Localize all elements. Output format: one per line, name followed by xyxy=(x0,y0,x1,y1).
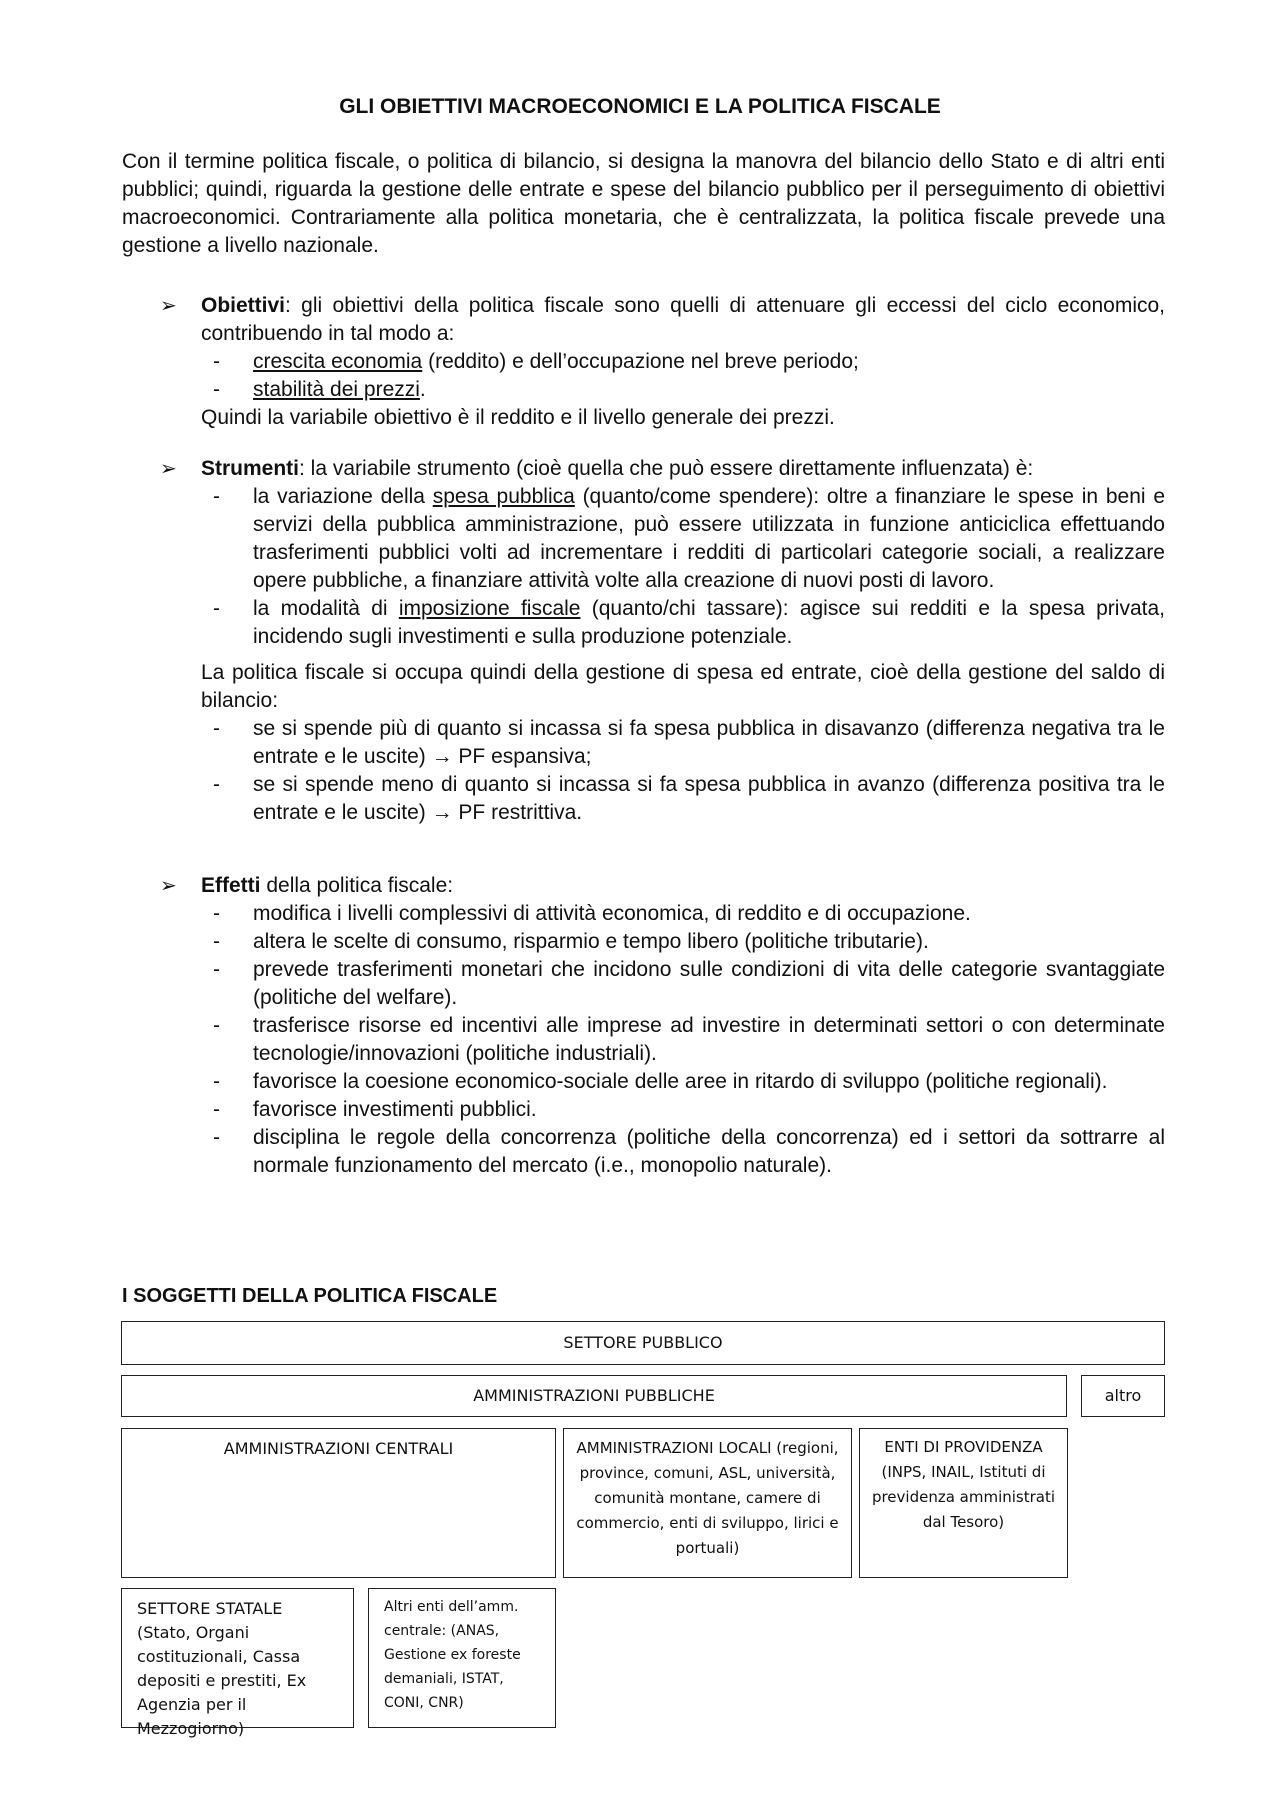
dash-marker: - xyxy=(213,717,220,740)
item-text: disciplina le regole della concorrenza (politiche della concorrenza) ed i settori da sottrarre al normale funzionamento del mercato (i.e., monopolio naturale). xyxy=(253,1126,1165,1177)
item-text: (quanto/chi tassare): agisce sui redditi e la spesa privata, incidendo sugli investimenti e sulla produzione potenziale. xyxy=(253,597,1165,648)
box-settore-statale: SETTORE STATALE (Stato, Organi costituzionali, Cassa depositi e prestiti, Ex Agenzia per il Mezzogiorno) xyxy=(121,1588,354,1728)
intro-paragraph: Con il termine politica fiscale, o politica di bilancio, si designa la manovra del bilancio dello Stato e di altri enti pubblici; quindi, riguarda la gestione delle entrate e spese del bilancio pubblico per il perseguimento di obiettivi macroeconomici. Contrariamente alla politica monetaria, che è centralizzata, la politica fiscale prevede una gestione a livello nazionale. xyxy=(122,150,1165,257)
dash-marker: - xyxy=(213,1070,220,1093)
dash-marker: - xyxy=(213,1098,220,1121)
list-item xyxy=(160,900,1165,928)
bullet-head-text: : gli obiettivi della politica fiscale sono quelli di attenuare gli eccessi del ciclo economico, contribuendo in tal modo a: xyxy=(201,294,1165,345)
closing-line: Quindi la variabile obiettivo è il reddito e il livello generale dei prezzi. xyxy=(201,406,835,429)
underlined-term: spesa pubblica xyxy=(432,485,575,508)
arrow-bullet-icon: ➢ xyxy=(160,875,177,897)
bullet-head-bold: Effetti xyxy=(201,874,261,897)
item-text: se si spende meno di quanto si incassa si fa spesa pubblica in avanzo (differenza positiva tra le entrate e le uscite) → PF restrittiva. xyxy=(253,773,1165,824)
bullet-head-text: della politica fiscale: xyxy=(260,874,454,897)
box-altri-enti: Altri enti dell’amm. centrale: (ANAS, Gestione ex foreste demaniali, ISTAT, CONI, CNR) xyxy=(368,1588,556,1728)
underlined-term: imposizione fiscale xyxy=(398,597,581,620)
dash-marker: - xyxy=(213,958,220,981)
list-item xyxy=(160,928,1165,956)
list-item xyxy=(160,1124,1165,1180)
dash-marker: - xyxy=(213,350,220,373)
box-settore-pubblico: SETTORE PUBBLICO xyxy=(121,1321,1165,1365)
section-obiettivi xyxy=(160,292,1165,432)
list-item xyxy=(160,1068,1165,1096)
underlined-term: crescita economia xyxy=(253,350,423,373)
arrow-bullet-icon: ➢ xyxy=(160,295,177,317)
arrow-bullet-icon: ➢ xyxy=(160,458,177,480)
list-item xyxy=(160,1096,1165,1124)
item-pre: la modalità di xyxy=(253,597,399,620)
page-title: GLI OBIETTIVI MACROECONOMICI E LA POLITICA FISCALE xyxy=(339,95,941,118)
box-enti-di-providenza: ENTI DI PROVIDENZA (INPS, INAIL, Istituti di previdenza amministrati dal Tesoro) xyxy=(859,1428,1068,1578)
item-text: (reddito) e dell’occupazione nel breve periodo; xyxy=(422,350,859,373)
bullet-obiettivi xyxy=(160,292,1165,348)
item-text: altera le scelte di consumo, risparmio e tempo libero (politiche tributarie). xyxy=(253,930,929,953)
list-item xyxy=(160,956,1165,1012)
dash-marker: - xyxy=(213,773,220,796)
dash-marker: - xyxy=(213,1014,220,1037)
dash-marker: - xyxy=(213,378,220,401)
section-strumenti xyxy=(160,455,1165,827)
dash-marker: - xyxy=(213,485,220,508)
bullet-head-bold: Obiettivi xyxy=(201,294,286,317)
item-text: prevede trasferimenti monetari che incidono sulle condizioni di vita delle categorie svantaggiate (politiche del welfare). xyxy=(253,958,1165,1009)
item-text: favorisce la coesione economico-sociale delle aree in ritardo di sviluppo (politiche regionali). xyxy=(253,1070,1108,1093)
dash-marker: - xyxy=(213,930,220,953)
list-item xyxy=(160,595,1165,651)
underlined-term: stabilità dei prezzi xyxy=(253,378,420,401)
bullet-head-text: : la variabile strumento (cioè quella che può essere direttamente influenzata) è: xyxy=(299,457,1034,480)
list-item xyxy=(160,348,1165,376)
dash-marker: - xyxy=(213,597,220,620)
box-amministrazioni-locali: AMMINISTRAZIONI LOCALI (regioni, province, comuni, ASL, università, comunità montane, camere di commercio, enti di sviluppo, lirici e portuali) xyxy=(563,1428,852,1578)
bullet-head-bold: Strumenti xyxy=(201,457,300,480)
item-text: (quanto/come spendere): oltre a finanziare le spese in beni e servizi della pubblica amministrazione, può essere utilizzata in funzione anticiclica effettuando trasferimenti pubblici volti ad incrementare i redditi di particolari categorie sociali, a realizzare opere pubbliche, a finanziare attività volte alla creazione di nuovi posti di lavoro. xyxy=(253,485,1165,592)
bullet-strumenti xyxy=(160,455,1165,483)
list-item xyxy=(160,715,1165,771)
list-item xyxy=(160,1012,1165,1068)
item-text: se si spende più di quanto si incassa si fa spesa pubblica in disavanzo (differenza negativa tra le entrate e le uscite) → PF espansiva; xyxy=(253,717,1165,768)
list-item xyxy=(160,483,1165,595)
box-amministrazioni-pubbliche: AMMINISTRAZIONI PUBBLICHE xyxy=(121,1375,1067,1417)
section-effetti xyxy=(160,872,1165,1180)
saldo-paragraph: La politica fiscale si occupa quindi della gestione di spesa ed entrate, cioè della gestione del saldo di bilancio: xyxy=(201,661,1165,712)
dash-marker: - xyxy=(213,902,220,925)
item-text: modifica i livelli complessivi di attività economica, di reddito e di occupazione. xyxy=(253,902,971,925)
item-text: favorisce investimenti pubblici. xyxy=(253,1098,537,1121)
box-altro: altro xyxy=(1081,1375,1165,1417)
item-pre: la variazione della xyxy=(253,485,433,508)
bullet-effetti xyxy=(160,872,1165,900)
section-heading-soggetti: I SOGGETTI DELLA POLITICA FISCALE xyxy=(122,1285,498,1307)
list-item xyxy=(160,376,1165,404)
item-text: . xyxy=(419,378,426,401)
item-text: trasferisce risorse ed incentivi alle imprese ad investire in determinati settori o con determinate tecnologie/innovazioni (politiche industriali). xyxy=(253,1014,1165,1065)
box-amministrazioni-centrali: AMMINISTRAZIONI CENTRALI xyxy=(121,1428,556,1578)
list-item xyxy=(160,771,1165,827)
dash-marker: - xyxy=(213,1126,220,1149)
